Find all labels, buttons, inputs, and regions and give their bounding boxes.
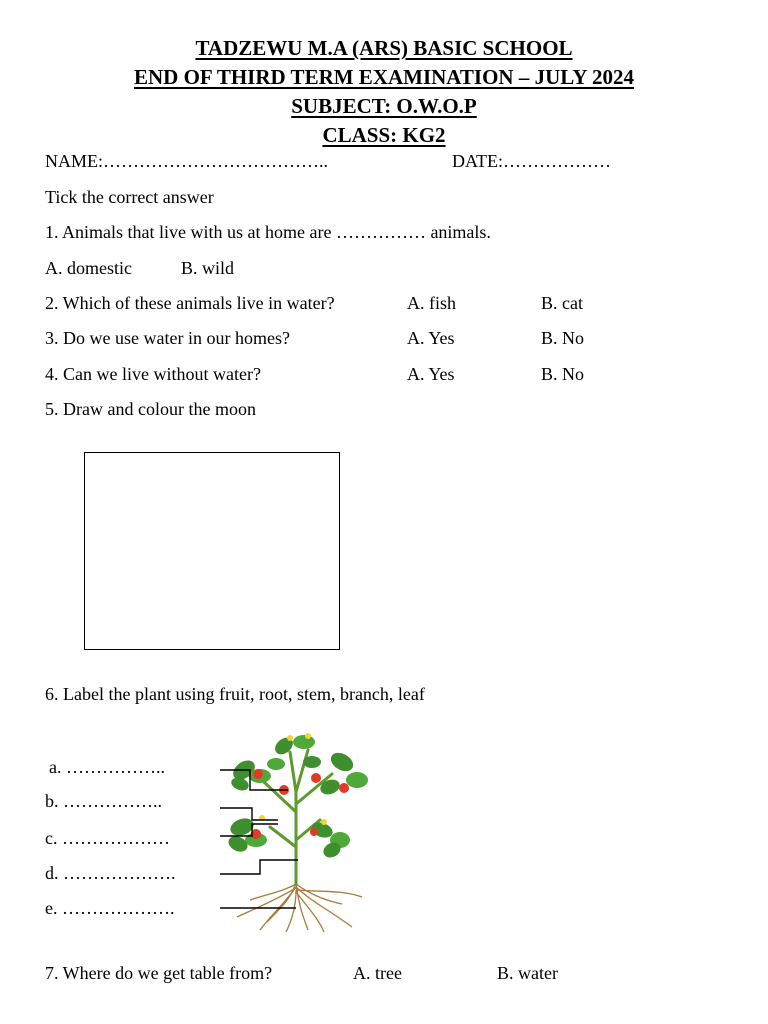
question-5: 5. Draw and colour the moon bbox=[45, 399, 256, 419]
name-field[interactable]: NAME:……………………………….. bbox=[45, 151, 328, 171]
label-d[interactable]: d. ………………. bbox=[45, 863, 176, 883]
question-4: 4. Can we live without water? bbox=[45, 364, 261, 384]
question-6: 6. Label the plant using fruit, root, stem, branch, leaf bbox=[45, 684, 425, 704]
stem bbox=[264, 750, 332, 884]
roots bbox=[237, 882, 362, 932]
question-7: 7. Where do we get table from? bbox=[45, 963, 273, 983]
q7-option-a[interactable]: A. tree bbox=[353, 963, 402, 983]
plant-diagram bbox=[212, 732, 387, 932]
moon-drawing-box[interactable] bbox=[84, 452, 340, 650]
label-e[interactable]: e. ………………. bbox=[45, 898, 175, 918]
q1-option-b[interactable]: B. wild bbox=[181, 258, 235, 278]
class-title: CLASS: KG2 bbox=[322, 123, 446, 147]
q2-option-a[interactable]: A. fish bbox=[407, 293, 456, 313]
label-b[interactable]: b. …………….. bbox=[45, 791, 162, 811]
q3-option-a[interactable]: A. Yes bbox=[407, 328, 455, 348]
label-c[interactable]: c. ……………… bbox=[45, 828, 170, 848]
q2-option-b[interactable]: B. cat bbox=[541, 293, 583, 313]
subject-title: SUBJECT: O.W.O.P bbox=[291, 94, 477, 118]
instruction: Tick the correct answer bbox=[45, 187, 214, 207]
q3-option-b[interactable]: B. No bbox=[541, 328, 585, 348]
label-a[interactable]: a. …………….. bbox=[49, 757, 165, 777]
school-name: TADZEWU M.A (ARS) BASIC SCHOOL bbox=[195, 36, 573, 60]
q4-option-b[interactable]: B. No bbox=[541, 364, 585, 384]
q4-option-a[interactable]: A. Yes bbox=[407, 364, 455, 384]
question-1: 1. Animals that live with us at home are …………… animals. bbox=[45, 222, 491, 242]
exam-title: END OF THIRD TERM EXAMINATION – JULY 2024 bbox=[134, 65, 634, 89]
date-field[interactable]: DATE:……………… bbox=[452, 151, 611, 171]
q7-option-b[interactable]: B. water bbox=[497, 963, 558, 983]
question-3: 3. Do we use water in our homes? bbox=[45, 328, 290, 348]
q1-option-a[interactable]: A. domestic bbox=[45, 258, 132, 278]
question-2: 2. Which of these animals live in water? bbox=[45, 293, 335, 313]
